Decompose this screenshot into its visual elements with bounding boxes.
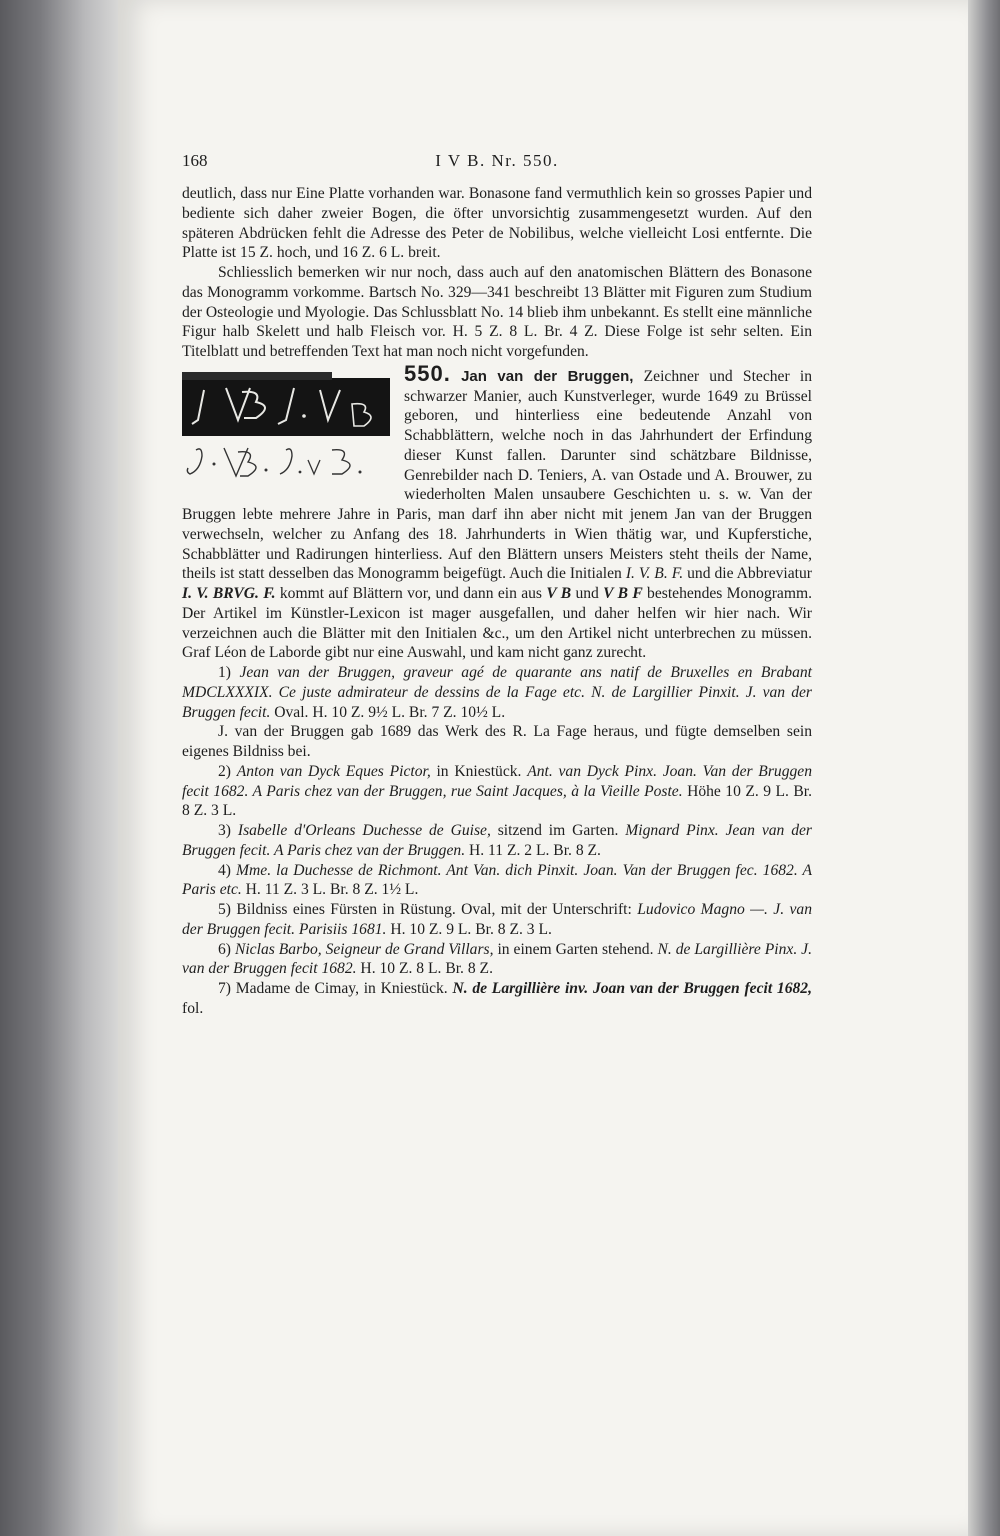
- item-number: 4): [218, 861, 231, 879]
- item-dimensions: H. 10 Z. 9 L. Br. 8 Z. 3 L.: [386, 920, 552, 938]
- item-number: 3): [218, 822, 231, 839]
- entry-intro: Zeichner und Stecher in schwarzer Manier, auch Kunstverleger, wurde 1649 zu Brüssel geboren, und hinterliess eine bedeutende Anzahl von Schabblättern, welche noch in das Jahrhundert der Erfindung dieser Kunst fallen. Darunter sind schätzbare Bildnisse, Genrebilder nach D. Teniers, A. van Ostade und A. Brouwer, zu wiederholten Malen unsaubere Geschichten u. s. w. Van der Bruggen lebte mehrere Jahre in Paris, man darf ihn aber nicht mit jenem Jan van der Bruggen verwechseln, welcher zu Anfang des 18. Jahrhunderts in Wien thätig war, und Kupferstiche, Schabblätter und Radirungen hinterliess. Auf den Blättern unsers Meisters steht theils der Name, theils ist statt desselben das Monogramm beigefügt. Auch die Initialen: [182, 367, 813, 583]
- entry-550: [182, 360, 813, 663]
- item-7: [182, 979, 812, 1019]
- item-details: in einem Garten stehend.: [493, 940, 658, 958]
- item-details: Madame de Cimay, in Kniestück.: [235, 980, 453, 997]
- item-inscription: Ludovico Magno —. J. van der Bruggen fecit. Parisiis 1681.: [182, 901, 812, 938]
- item-title: Mme. la Duchesse de Richmont. Ant Van. dich Pinxit. Joan. Van der Bruggen fec. 1682. A Paris etc.: [182, 861, 813, 899]
- item-dimensions: H. 11 Z. 2 L. Br. 8 Z.: [465, 841, 601, 859]
- item-inscription: Mignard Pinx. Jean van der Bruggen fecit. A Paris chez van der Bruggen.: [182, 822, 812, 859]
- item-dimensions: H. 10 Z. 8 L. Br. 8 Z.: [356, 960, 493, 978]
- running-head: [182, 150, 812, 184]
- entry-mid3: und: [571, 585, 604, 602]
- item-dimensions: H. 11 Z. 3 L. Br. 8 Z. 1½ L.: [241, 881, 419, 899]
- vb-text: V B: [546, 585, 572, 602]
- item-details: in Kniestück.: [430, 762, 528, 780]
- item-3: [182, 821, 812, 861]
- item-number: 7): [218, 980, 231, 997]
- item-details: Bildniss eines Fürsten in Rüstung. Oval, mit der Unterschrift:: [236, 901, 638, 918]
- item-2: [182, 762, 812, 821]
- item-inscription: N. de Largillière Pinx. J. van der Bruggen fecit 1682.: [182, 940, 812, 978]
- item-number: 2): [218, 762, 231, 780]
- entry-number: 550.: [404, 360, 451, 386]
- entry-mid1: und die Abbreviatur: [683, 565, 812, 583]
- item-number: 1): [218, 664, 231, 681]
- monogram-figure: [182, 368, 390, 484]
- monogram-black-plate: [182, 368, 390, 436]
- page-number: 168: [182, 151, 208, 170]
- item-6: [182, 940, 812, 980]
- vbf-text: V B F: [603, 585, 643, 602]
- item-inscription: N. de Largillière inv. Joan van der Bruggen fecit 1682,: [452, 980, 812, 997]
- item-title: Isabelle d'Orleans Duchesse de Guise,: [237, 822, 491, 839]
- item-title: Anton van Dyck Eques Pictor,: [236, 762, 431, 780]
- running-title: I V B. Nr. 550.: [435, 151, 559, 170]
- page-edge: [968, 0, 1000, 1536]
- item-title: Jean van der Bruggen, graveur agé de quarante ans natif de Bruxelles en Brabant MDCLXXXIX. Ce juste admirateur de dessins de la Fage etc. N. de Largillier Pinxit. J. van der Bruggen fecit.: [182, 664, 812, 721]
- item-number: 6): [218, 940, 231, 958]
- artist-name: Jan van der Bruggen,: [461, 367, 634, 385]
- monogram-outline-letters: [182, 442, 390, 484]
- item-4: [182, 861, 812, 901]
- item-1-note: [182, 722, 812, 762]
- item-1: [182, 663, 812, 722]
- continuation-paragraph: deutlich, dass nur Eine Platte vorhanden war. Bonasone fand vermuthlich kein so grosses Papier und bediente sich daher zweier Bogen, die öfter unvorsichtig zusammengesetzt wurden. Auf den späteren Abdrücken fehlt die Adresse des Peter de Nobilibus, welche vielleicht Losi entfernte. Die Platte ist 15 Z. hoch, und 16 Z. 6 L. breit.: [182, 185, 812, 262]
- item-details: Oval. H. 10 Z. 9½ L. Br. 7 Z. 10½ L.: [270, 703, 506, 721]
- page-text: [182, 150, 812, 1019]
- item-5: [182, 900, 812, 940]
- item-inscription: Ant. van Dyck Pinx. Joan. Van der Bruggen fecit 1682. A Paris chez van der Bruggen, rue Saint Jacques, à la Vieille Poste.: [182, 762, 813, 800]
- item-title: Niclas Barbo, Seigneur de Grand Villars,: [234, 940, 494, 958]
- initials-text: I. V. B. F.: [625, 565, 684, 583]
- anatomical-paragraph: Schliesslich bemerken wir nur noch, dass auch auf den anatomischen Blättern des Bonasone das Monogramm vorkomme. Bartsch No. 329—341 beschreibt 13 Blätter mit Figuren zum Studium der Osteologie und Myologie. Das Schlussblatt No. 14 blieb ihm unbekannt. Es stellt eine männliche Figur halb Skelett und halb Fleisch vor. H. 5 Z. 8 L. Br. 4 Z. Diese Folge ist sehr selten. Ein Titelblatt und betreffenden Text hat man noch nicht vorgefunden.: [182, 264, 812, 360]
- item-dimensions: fol.: [182, 999, 204, 1017]
- entry-rest: bestehendes Monogramm. Der Artikel im Künstler-Lexicon ist mager ausgefallen, und daher helfen wir hier nach. Wir verzeichnen auch die Blätter mit den Initialen &c., um den Artikel nicht unterbrechen zu müssen. Graf Léon de Laborde gibt nur eine Auswahl, und kam nicht ganz zurecht.: [182, 585, 813, 662]
- item-details: sitzend im Garten.: [490, 822, 626, 839]
- item-note-text: J. van der Bruggen gab 1689 das Werk des R. La Fage heraus, und fügte demselben sein eigenes Bildniss bei.: [182, 723, 812, 760]
- item-dimensions: Höhe 10 Z. 9 L. Br. 8 Z. 3 L.: [182, 782, 812, 820]
- entry-mid2: kommt auf Blättern vor, und dann ein aus: [275, 585, 547, 602]
- abbreviation-text: I. V. BRVG. F.: [182, 585, 276, 602]
- item-number: 5): [218, 901, 231, 918]
